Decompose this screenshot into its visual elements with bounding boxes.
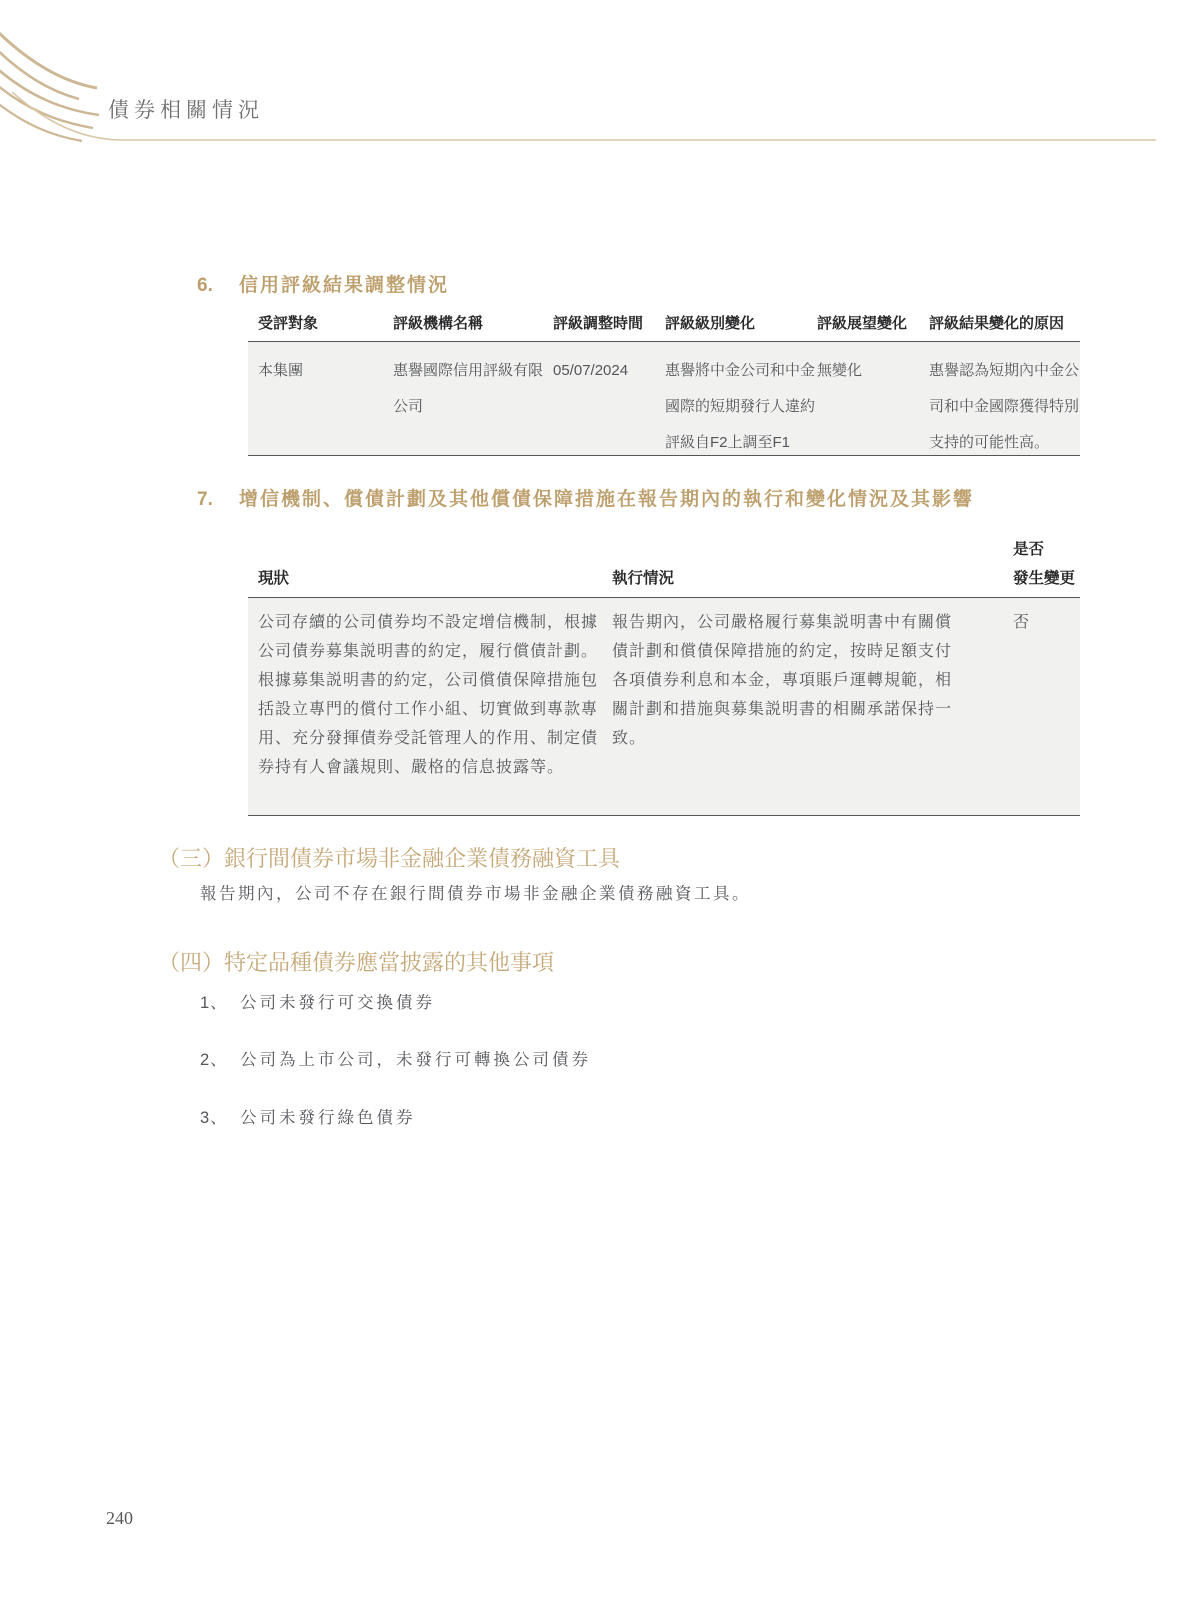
column-header-change-occurred <box>1013 535 1080 593</box>
column-header-current-status: 現狀 <box>258 570 290 587</box>
credit-rating-table <box>248 306 1080 456</box>
cell-change-occurred: 否 <box>1013 614 1031 631</box>
column-header-change-occurred-line1: 是否 <box>1013 541 1045 558</box>
section-4-label: （四） <box>158 950 225 975</box>
column-header-rated-subject: 受評對象 <box>258 315 319 332</box>
corner-arcs-decoration <box>0 0 1190 170</box>
section-3-title: 銀行間債券市場非金融企業債務融資工具 <box>224 846 621 871</box>
cell-outlook-change: 無變化 <box>817 362 863 379</box>
list-item-text: 公司未發行綠色債券 <box>240 1109 416 1127</box>
column-header-change-occurred-line2: 發生變更 <box>1013 570 1076 587</box>
list-item-text: 公司未發行可交換債券 <box>240 994 435 1012</box>
cell-execution: 報告期內，公司嚴格履行募集説明書中有關償債計劃和償債保障措施的約定，按時足額支付各項債券利息和本金，專項賬戶運轉規範，相關計劃和措施與募集説明書的相關承諾保持一致。 <box>612 614 953 747</box>
section-4-title: 特定品種債券應當披露的其他事項 <box>224 950 555 975</box>
section-3-heading <box>158 842 620 873</box>
debt-protection-table-row <box>248 598 1080 816</box>
section-6-heading <box>197 270 449 297</box>
page-number: 240 <box>106 1508 133 1528</box>
credit-rating-table-header-row <box>248 306 1080 342</box>
column-header-execution: 執行情況 <box>612 570 675 587</box>
cell-adjustment-time: 05/07/2024 <box>553 362 629 379</box>
section-6-number: 6. <box>197 275 213 296</box>
column-header-change-reason: 評級結果變化的原因 <box>929 315 1065 332</box>
cell-rated-subject: 本集團 <box>258 362 304 379</box>
cell-agency-name: 惠譽國際信用評級有限公司 <box>393 362 544 415</box>
cell-change-reason: 惠譽認為短期內中金公司和中金國際獲得特別支持的可能性高。 <box>929 362 1080 451</box>
credit-rating-table-row <box>248 342 1080 456</box>
column-header-level-change: 評級級別變化 <box>665 315 756 332</box>
list-item-number: 2、 <box>200 1051 228 1069</box>
list-item <box>200 1046 591 1070</box>
section-7-number: 7. <box>197 489 213 510</box>
list-item-number: 3、 <box>200 1109 228 1127</box>
list-item <box>200 1104 416 1128</box>
column-header-agency-name: 評級機構名稱 <box>393 315 484 332</box>
list-item <box>200 989 435 1013</box>
section-7-heading <box>197 484 974 511</box>
section-6-title: 信用評級結果調整情況 <box>239 275 450 296</box>
section-4-heading <box>158 946 554 977</box>
section-3-paragraph: 報告期內，公司不存在銀行間債券市場非金融企業債務融資工具。 <box>200 885 751 903</box>
column-header-adjustment-time: 評級調整時間 <box>553 315 644 332</box>
section-3-label: （三） <box>158 846 225 871</box>
cell-current-status: 公司存續的公司債券均不設定增信機制，根據公司債券募集説明書的約定，履行償債計劃。根據募集説明書的約定，公司償債保障措施包括設立專門的償付工作小組、切實做到專款專用、充分發揮債券受託管理人的作用、制定債券持有人會議規則、嚴格的信息披露等。 <box>258 614 599 776</box>
list-item-number: 1、 <box>200 994 228 1012</box>
cell-level-change: 惠譽將中金公司和中金國際的短期發行人違約評級自F2上調至F1 <box>665 362 816 451</box>
list-item-text: 公司為上市公司，未發行可轉換公司債券 <box>240 1051 591 1069</box>
section-7-title: 增信機制、償債計劃及其他償債保障措施在報告期內的執行和變化情況及其影響 <box>239 489 975 510</box>
debt-protection-table-header-row <box>248 536 1080 598</box>
page-header-title: 債券相關情況 <box>108 98 264 122</box>
debt-protection-table <box>248 536 1080 816</box>
column-header-outlook-change: 評級展望變化 <box>817 315 908 332</box>
